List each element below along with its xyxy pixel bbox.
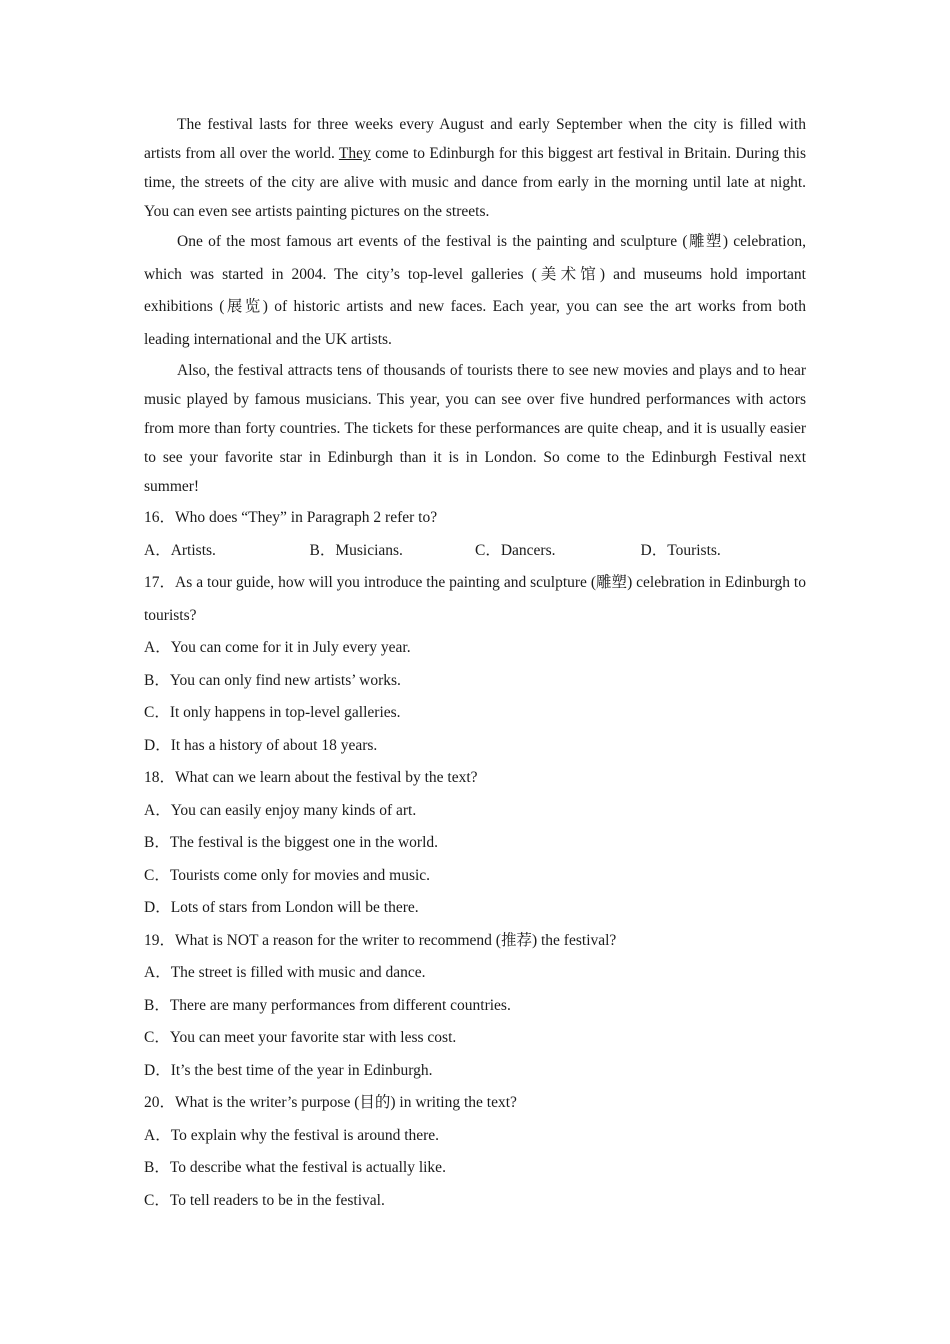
option: C．You can meet your favorite star with less cost. (144, 1029, 457, 1046)
option: A．You can easily enjoy many kinds of art. (144, 801, 417, 819)
question-16-stem: 16．Who does “They” in Paragraph 2 refer to? (144, 509, 438, 526)
option: B．There are many performances from different countries. (144, 996, 511, 1014)
option: B．To describe what the festival is actually like. (144, 1159, 446, 1176)
option: D．It has a history of about 18 years. (144, 736, 378, 754)
option: B．Musicians. (309, 541, 403, 559)
passage-paragraph-2: One of the most famous art events of the festival is the painting and sculpture (雕塑) celebration, which was started in 2004. The city’s top-level galleries (美术馆) and museums hold important exhibitions (展览) of historic artists and new faces. Each year, you can see the art works from both leading international and the UK artists. (144, 233, 806, 348)
option: D．It’s the best time of the year in Edinburgh. (144, 1061, 433, 1079)
question-18-stem: 18．What can we learn about the festival by the text? (144, 769, 478, 786)
document-page (144, 110, 806, 1217)
question-20-stem: 20．What is the writer’s purpose (目的) in writing the text? (144, 1094, 517, 1111)
question-17-stem: 17．As a tour guide, how will you introduce the painting and sculpture (雕塑) celebration in Edinburgh to tourists? (144, 574, 806, 624)
passage-paragraph-1 (144, 110, 806, 226)
option: D．Tourists. (640, 541, 721, 559)
option: C．It only happens in top-level galleries. (144, 704, 401, 721)
option: D．Lots of stars from London will be there. (144, 899, 419, 916)
option: A．Artists. (144, 541, 216, 559)
question-16-options (144, 535, 806, 568)
option: A．The street is filled with music and dance. (144, 964, 426, 981)
p1-text-b: come to Edinburgh for this biggest art festival in Britain. During this time, the streets of the city are alive with music and dance from early in the morning until late at night. You can even see artists painting pictures on the streets. (144, 145, 806, 220)
p1-they-underlined: They (338, 145, 371, 162)
passage-paragraph-3: Also, the festival attracts tens of thousands of tourists there to see new movies and plays and to hear music played by famous musicians. This year, you can see over five hundred performances with actors from more than forty countries. The tickets for these performances are quite cheap, and it is usually easier to see your favorite star in Edinburgh than it is in London. So come to the Edinburgh Festival next summer! (144, 362, 806, 495)
option: B．The festival is the biggest one in the world. (144, 834, 439, 851)
option: B．You can only find new artists’ works. (144, 671, 401, 689)
option: C．Dancers. (475, 541, 556, 559)
question-19-stem: 19．What is NOT a reason for the writer to recommend (推荐) the festival? (144, 931, 617, 949)
p1-text-a: The festival lasts for three weeks every August and early September when the city is filled with artists from all over the world. (144, 116, 806, 162)
option: A．You can come for it in July every year. (144, 639, 411, 656)
option: A．To explain why the festival is around there. (144, 1126, 440, 1144)
option: C．To tell readers to be in the festival. (144, 1191, 385, 1209)
option: C．Tourists come only for movies and music. (144, 866, 431, 884)
